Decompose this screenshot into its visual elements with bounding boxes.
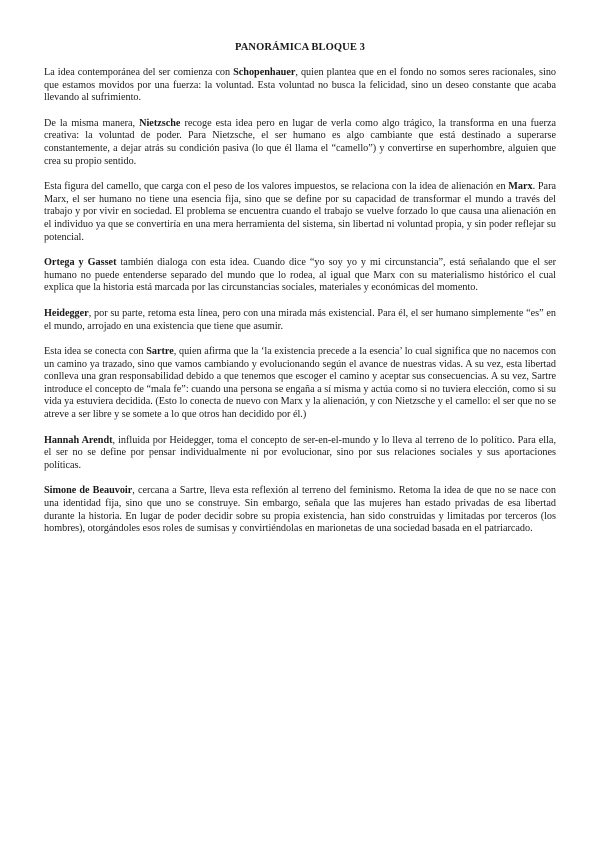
bold-name: Sartre xyxy=(146,346,174,358)
bold-name: Schopenhauer xyxy=(233,67,296,78)
text-run: , quien afirma que la ‘la existencia precede a la esencia’ lo cual significa que no nacemos con un camino ya trazado, sino que vamos cambiando y evolucionando según el avance de nuestras vidas. A su vez, esta libertad conlleva una gran responsabilidad debido a que tenemos que escoger el camino y aceptar sus consecuencias. A su vez, Sartre introduce el concepto de “mala fe”: cuando una persona se engaña a sí misma y actúa como si no tuviera elección, como si su vida ya estuviera decidida. (Esto lo conecta de nuevo con Marx y la alienación, y con Nietzsche y el camello: el ser que no se atreve a ser libre y se somete a lo que otros han decidido por él.) xyxy=(44,346,557,421)
text-run: Esta figura del camello, que carga con el peso de los valores impuestos, se relaciona con la idea de alienación en xyxy=(44,181,509,193)
bold-name: Heidegger xyxy=(44,307,89,319)
text-run: , por su parte, retoma esta línea, pero con una mirada más existencial. Para él, el ser humano simplemente “es” en el mundo, arrojado en una existencia que tiene que asumir. xyxy=(44,307,556,332)
paragraph-5 xyxy=(44,308,556,333)
bold-name: Marx xyxy=(508,181,533,193)
bold-name: Nietzsche xyxy=(139,117,181,129)
page-title: PANORÁMICA BLOQUE 3 xyxy=(234,42,366,53)
paragraph-3 xyxy=(44,181,556,244)
text-run: Esta idea se conecta con xyxy=(44,346,147,358)
text-run: recoge esta idea pero en lugar de verla como algo trágico, la transforma en una fuerza creativa: la voluntad de poder. Para Nietzsche, el ser humano es algo cambiante que está destinado a superarse constantemente, a dejar atrás su condición pasiva (lo que él llama el “camello”) y convertirse en superhombre, alguien que crea su propio sentido. xyxy=(44,117,556,167)
text-run: , quien plantea que en el fondo no somos seres racionales, sino que estamos movidos por una fuerza: la voluntad. Esta voluntad no busca la felicidad, sino un deseo constante que acaba llevando al sufrimiento. xyxy=(44,67,557,104)
text-run: , influida por Heidegger, toma el concepto de ser-en-el-mundo y lo lleva al terreno de lo político. Para ella, el ser no se define por pensar individualmente ni por evolucionar, sino por sus relaciones sociales y sus aportaciones políticas. xyxy=(44,434,556,471)
paragraph-4 xyxy=(44,257,556,295)
paragraph-8 xyxy=(44,485,556,535)
paragraph-6 xyxy=(44,346,556,422)
text-run: La idea contemporánea del ser comienza con xyxy=(44,67,234,78)
bold-name: Simone de Beauvoir xyxy=(44,485,133,497)
document-body xyxy=(44,67,556,536)
paragraph-2 xyxy=(44,118,556,168)
text-run: , cercana a Sartre, lleva esta reflexión al terreno del feminismo. Retoma la idea de que no se nace con una identidad fija, sino que uno se construye. Sin embargo, señala que las mujeres han estado privadas de esa libertad durante la historia. En lugar de poder decidir sobre su propia existencia, han sido construidas y limitadas por terceros (los hombres), otorgándoles esos roles de sumisas y convirtiéndolas en marionetas de una sociedad basada en el patriarcado. xyxy=(44,485,556,535)
text-run: también dialoga con esta idea. Cuando dice “yo soy yo y mi circunstancia”, está señalando que el ser humano no puede entenderse separado del mundo que lo rodea, al igual que Marx con su materialismo histórico el cual explica que la historia está marcada por las circunstancias sociales, materiales y económicas del momento. xyxy=(44,257,556,294)
text-run: . Para Marx, el ser humano no tiene una esencia fija, sino que se define por su capacidad de transformar el mundo a través del trabajo y por vivir en sociedad. El problema se encuentra cuando el trabajo se vuelve forzado lo que causa una alienación en el individuo ya que se convertiría en una mera herramienta del sistema, sin libertad ni voluntad propia, y sin poder reflejar su potencial. xyxy=(44,181,556,243)
paragraph-7 xyxy=(44,435,556,473)
paragraph-1 xyxy=(44,67,556,105)
text-run: De la misma manera, xyxy=(44,117,140,129)
bold-name: Hannah Arendt xyxy=(44,434,113,446)
bold-name: Ortega y Gasset xyxy=(44,257,117,269)
